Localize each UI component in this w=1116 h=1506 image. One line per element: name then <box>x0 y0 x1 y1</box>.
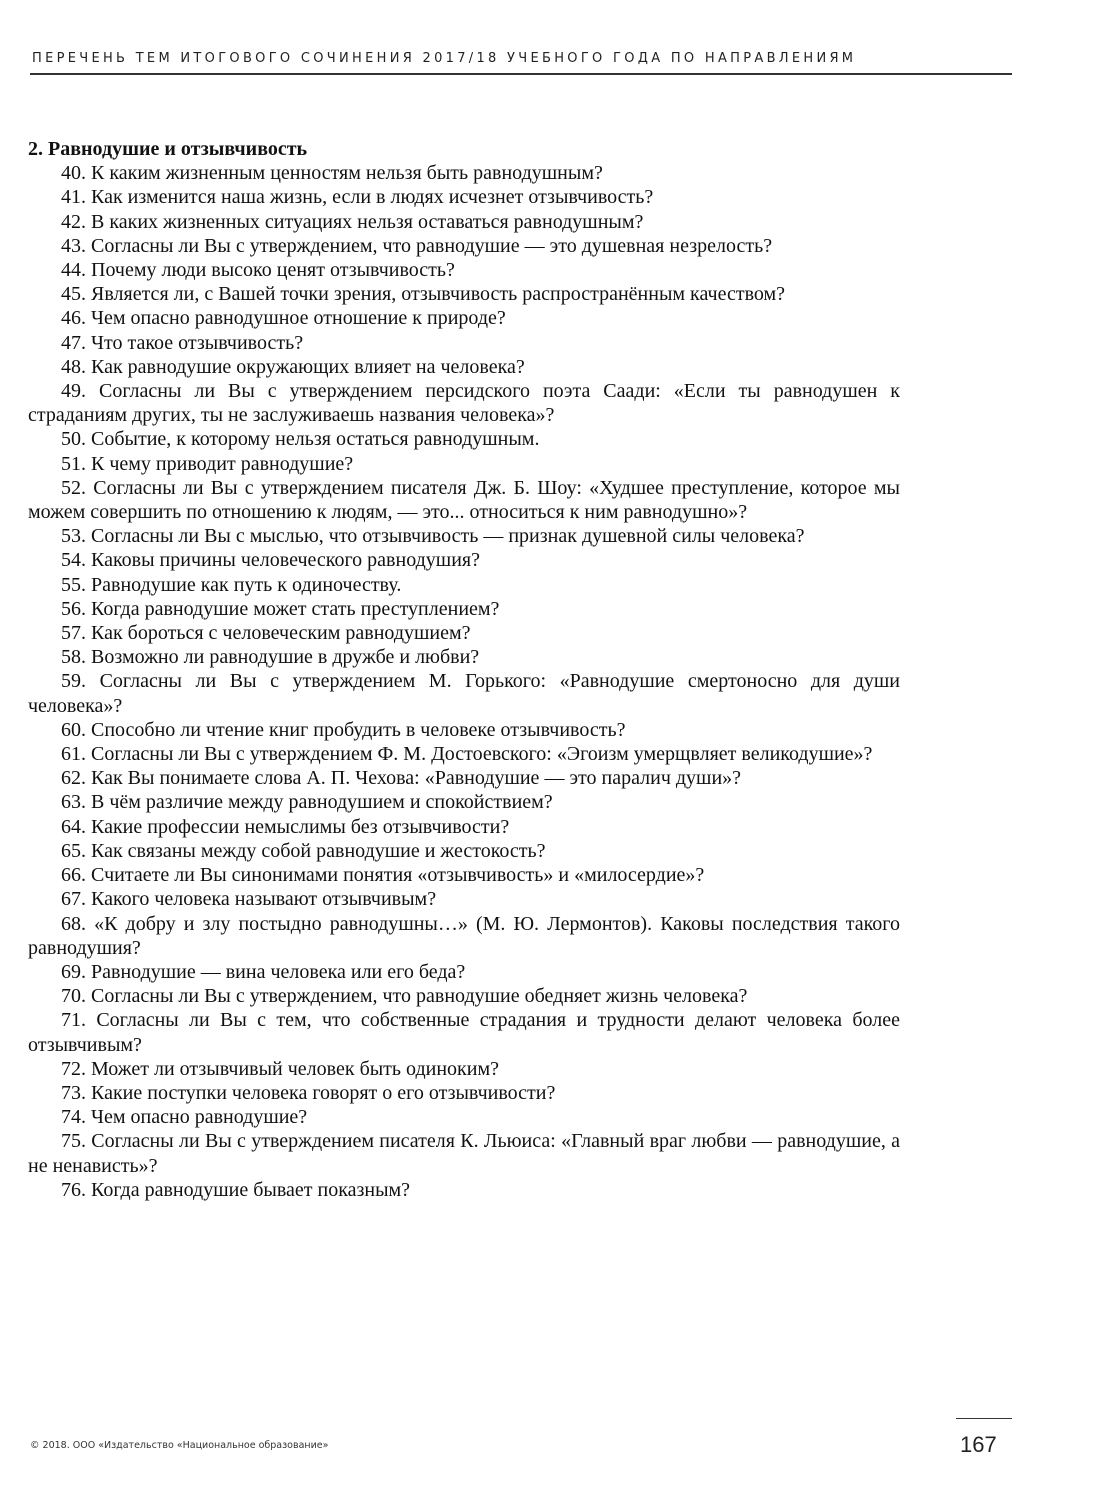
header-rule <box>30 73 1012 75</box>
list-item <box>28 185 900 209</box>
item-number: 42. <box>61 210 86 233</box>
topic-list <box>28 161 900 1202</box>
item-number: 54. <box>61 549 86 572</box>
item-text: К чему приводит равнодушие? <box>91 452 354 475</box>
item-number: 56. <box>61 597 86 620</box>
item-number: 63. <box>61 791 86 814</box>
list-item <box>28 524 900 548</box>
item-number: 41. <box>61 186 86 209</box>
item-text: Что такое отзывчивость? <box>91 331 304 354</box>
item-text: Согласны ли Вы с утверждением Ф. М. Достоевского: «Эгоизм умерщвляет великодушие»? <box>91 743 873 766</box>
item-text: Способно ли чтение книг пробудить в человеке отзывчивость? <box>91 718 626 741</box>
footer-rule <box>956 1418 1012 1419</box>
item-number: 70. <box>61 985 86 1008</box>
item-number: 48. <box>61 355 86 378</box>
list-item <box>28 766 900 790</box>
item-text: Как изменится наша жизнь, если в людях исчезнет отзывчивость? <box>91 186 654 209</box>
list-item <box>28 282 900 306</box>
item-text: Является ли, с Вашей точки зрения, отзывчивость распространённым качеством? <box>91 283 786 306</box>
list-item <box>28 476 900 524</box>
list-item <box>28 355 900 379</box>
item-number: 61. <box>61 743 86 766</box>
list-item <box>28 645 900 669</box>
item-text: Равнодушие как путь к одиночеству. <box>91 573 402 596</box>
list-item <box>28 331 900 355</box>
list-item <box>28 1057 900 1081</box>
list-item <box>28 669 900 717</box>
item-number: 64. <box>61 815 86 838</box>
item-number: 46. <box>61 307 86 330</box>
list-item <box>28 234 900 258</box>
item-text: Как бороться с человеческим равнодушием? <box>91 622 471 645</box>
list-item <box>28 1178 900 1202</box>
item-text: «К добру и злу постыдно равнодушны…» (М. Ю. Лермонтов). Каковы последствия такого равнодушия? <box>28 912 900 959</box>
item-number: 73. <box>61 1081 86 1104</box>
item-text: Чем опасно равнодушное отношение к природе? <box>91 307 506 330</box>
item-text: Согласны ли Вы с утверждением, что равнодушие обедняет жизнь человека? <box>91 985 748 1008</box>
item-number: 45. <box>61 283 86 306</box>
list-item <box>28 1008 900 1056</box>
list-item <box>28 863 900 887</box>
list-item <box>28 161 900 185</box>
list-item <box>28 1081 900 1105</box>
item-text: Какие поступки человека говорят о его отзывчивости? <box>91 1081 556 1104</box>
item-number: 71. <box>61 1009 86 1032</box>
item-text: Как связаны между собой равнодушие и жестокость? <box>91 839 546 862</box>
item-number: 59. <box>61 670 86 693</box>
copyright-notice: © 2018. ООО «Издательство «Национальное образование» <box>30 1440 329 1451</box>
item-text: Событие, к которому нельзя остаться равнодушным. <box>91 428 540 451</box>
list-item <box>28 815 900 839</box>
item-number: 62. <box>61 767 86 790</box>
list-item <box>28 839 900 863</box>
item-text: Согласны ли Вы с утверждением М. Горького: «Равнодушие смертоносно для души человека»? <box>28 670 901 717</box>
item-text: Как Вы понимаете слова А. П. Чехова: «Равнодушие — это паралич души»? <box>91 767 742 790</box>
list-item <box>28 427 900 451</box>
list-item <box>28 573 900 597</box>
page-number: 167 <box>960 1432 997 1457</box>
item-number: 69. <box>61 960 86 983</box>
list-item <box>28 1129 900 1177</box>
item-number: 52. <box>61 476 86 499</box>
item-text: Как равнодушие окружающих влияет на человека? <box>91 355 525 378</box>
item-number: 72. <box>61 1057 86 1080</box>
list-item <box>28 912 900 960</box>
item-text: Каковы причины человеческого равнодушия? <box>91 549 480 572</box>
item-text: Согласны ли Вы с утверждением писателя К. Льюиса: «Главный враг любви — равнодушие, а не ненависть»? <box>28 1130 900 1177</box>
item-text: Чем опасно равнодушие? <box>91 1106 308 1129</box>
list-item <box>28 306 900 330</box>
list-item <box>28 258 900 282</box>
item-text: Какого человека называют отзывчивым? <box>91 888 437 911</box>
item-number: 57. <box>61 622 86 645</box>
item-number: 50. <box>61 428 86 451</box>
item-text: Согласны ли Вы с утверждением писателя Дж. Б. Шоу: «Худшее преступление, которое мы можем совершить по отношению к людям, — это... относиться к ним равнодушно»? <box>28 476 900 524</box>
list-item <box>28 718 900 742</box>
item-text: Согласны ли Вы с утверждением, что равнодушие — это душевная незрелость? <box>91 234 773 257</box>
item-number: 51. <box>61 452 86 475</box>
item-number: 58. <box>61 646 86 669</box>
list-item <box>28 1105 900 1129</box>
page-content <box>28 137 900 1202</box>
list-item <box>28 597 900 621</box>
item-number: 65. <box>61 839 86 862</box>
section-title: 2. Равнодушие и отзывчивость <box>28 138 308 160</box>
item-text: Согласны ли Вы с мыслью, что отзывчивость — признак душевной силы человека? <box>91 525 805 548</box>
item-number: 44. <box>61 259 86 282</box>
item-number: 68. <box>61 912 86 935</box>
item-number: 55. <box>61 573 86 596</box>
item-text: Согласны ли Вы с утверждением персидского поэта Саади: «Если ты равнодушен к страданиям других, ты не заслуживаешь названия человека»? <box>28 380 901 427</box>
item-number: 40. <box>61 162 86 185</box>
list-item <box>28 548 900 572</box>
item-number: 49. <box>61 380 86 403</box>
item-number: 43. <box>61 234 86 257</box>
item-text: Согласны ли Вы с тем, что собственные страдания и трудности делают человека более отзывчивым? <box>28 1009 900 1056</box>
list-item <box>28 790 900 814</box>
list-item <box>28 379 900 427</box>
item-number: 76. <box>61 1178 86 1201</box>
list-item <box>28 210 900 234</box>
item-number: 47. <box>61 331 86 354</box>
item-number: 53. <box>61 525 86 548</box>
list-item <box>28 984 900 1008</box>
list-item <box>28 742 900 766</box>
item-text: Почему люди высоко ценят отзывчивость? <box>91 259 455 282</box>
item-number: 60. <box>61 718 86 741</box>
item-number: 66. <box>61 864 86 887</box>
list-item <box>28 452 900 476</box>
item-text: Когда равнодушие может стать преступлением? <box>91 597 500 620</box>
item-text: Равнодушие — вина человека или его беда? <box>91 960 466 983</box>
list-item <box>28 621 900 645</box>
item-number: 74. <box>61 1106 86 1129</box>
item-number: 75. <box>61 1130 86 1153</box>
item-text: Может ли отзывчивый человек быть одиноким? <box>91 1057 499 1080</box>
item-text: В каких жизненных ситуациях нельзя оставаться равнодушным? <box>91 210 644 233</box>
item-text: Считаете ли Вы синонимами понятия «отзывчивость» и «милосердие»? <box>91 864 705 887</box>
item-number: 67. <box>61 888 86 911</box>
item-text: Возможно ли равнодушие в дружбе и любви? <box>91 646 480 669</box>
item-text: Когда равнодушие бывает показным? <box>91 1178 411 1201</box>
item-text: Какие профессии немыслимы без отзывчивости? <box>91 815 510 838</box>
list-item <box>28 960 900 984</box>
running-header: ПЕРЕЧЕНЬ ТЕМ ИТОГОВОГО СОЧИНЕНИЯ 2017/18 УЧЕБНОГО ГОДА ПО НАПРАВЛЕНИЯМ <box>32 51 857 66</box>
item-text: В чём различие между равнодушием и спокойствием? <box>91 791 553 814</box>
item-text: К каким жизненным ценностям нельзя быть равнодушным? <box>91 162 603 185</box>
list-item <box>28 887 900 911</box>
